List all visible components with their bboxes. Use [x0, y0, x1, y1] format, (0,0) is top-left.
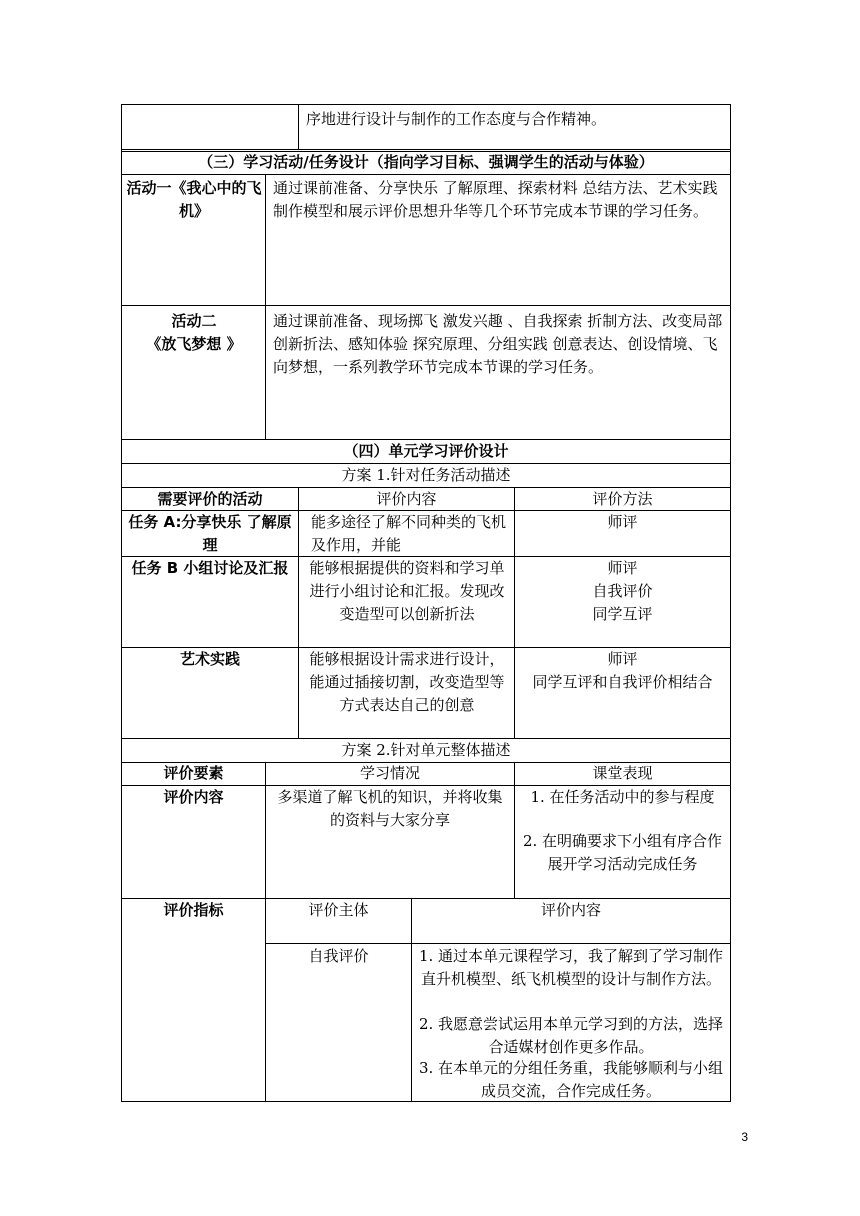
rule	[121, 305, 731, 306]
col-divider	[265, 174, 266, 439]
plan1-header-content: 评价内容	[376, 490, 437, 508]
plan2-subject-self: 自我评价	[308, 947, 369, 965]
plan2-content-label: 评价内容	[163, 788, 224, 806]
plan2-eval-item-2: 2. 我愿意尝试运用本单元学习到的方法，选择合适媒材创作更多作品。	[418, 1015, 724, 1056]
plan1-title: 方案 1.针对任务活动描述	[341, 466, 511, 484]
plan2-header-performance: 课堂表现	[592, 764, 653, 782]
plan2-title: 方案 2.针对单元整体描述	[341, 741, 511, 759]
plan1-header-method: 评价方法	[592, 490, 653, 508]
activity1-description: 通过课前准备、分享快乐 了解原理、探索材料 总结方法、艺术实践 制作模型和展示评价思想升华等几个环节完成本节课的学习任务。	[273, 179, 718, 220]
plan2-performance-item-2: 2. 在明确要求下小组有序合作展开学习活动完成任务	[522, 832, 723, 873]
table-left-border	[121, 104, 122, 1102]
plan1-row-b-method: 师评 自我评价 同学互评	[592, 559, 653, 623]
plan2-content-learning: 多渠道了解飞机的知识，并将收集的资料与大家分享	[277, 788, 503, 829]
plan1-row-a-activity: 任务 A:分享快乐 了解原理	[128, 513, 292, 554]
plan2-indicator-label: 评价指标	[163, 901, 224, 919]
intro-tail-text: 序地进行设计与制作的工作态度与合作精神。	[306, 110, 607, 128]
plan1-row-a-method: 师评	[607, 513, 638, 531]
col-divider	[265, 762, 266, 1101]
plan2-performance-item-1: 1. 在任务活动中的参与程度	[530, 788, 715, 806]
plan2-subject-header: 评价主体	[308, 901, 369, 919]
plan1-row-c-content: 能够根据设计需求进行设计，能通过插接切割，改变造型等方式表达自己的创意	[309, 650, 505, 714]
plan1-row-c-activity: 艺术实践	[179, 650, 240, 668]
section4-heading: （四）单元学习评价设计	[343, 442, 509, 460]
col-divider	[298, 487, 299, 738]
plan2-eval-content-header: 评价内容	[540, 901, 601, 919]
col-divider	[298, 104, 299, 150]
rule	[121, 104, 731, 105]
col-divider	[411, 898, 412, 1101]
section3-heading: （三）学习活动/任务设计（指向学习目标、强调学生的活动与体验）	[198, 153, 654, 171]
plan1-row-c-method: 师评 同学互评和自我评价相结合	[532, 650, 713, 691]
activity2-name: 活动二 《放飞梦想 》	[146, 312, 242, 353]
page-number: 3	[741, 1130, 748, 1144]
rule	[265, 943, 731, 944]
plan2-eval-item-3: 3. 在本单元的分组任务重，我能够顺利与小组成员交流，合作完成任务。	[418, 1059, 724, 1100]
rule	[121, 174, 731, 175]
plan1-row-b-content: 能够根据提供的资料和学习单进行小组讨论和汇报。发现改变造型可以创新折法	[309, 559, 505, 623]
activity1-name: 活动一《我心中的飞机》	[126, 179, 262, 220]
rule	[121, 149, 731, 150]
table-right-border	[730, 104, 731, 1102]
plan2-eval-item-1: 1. 通过本单元课程学习，我了解到了学习制作直升机模型、纸飞机模型的设计与制作方法。	[418, 947, 724, 988]
plan1-header-activity: 需要评价的活动	[157, 490, 263, 508]
activity2-description: 通过课前准备、现场掷飞 激发兴趣 、自我探索 折制方法、改变局部 创新折法、感知体验 探究原理、分组实践 创意表达、创设情境、飞向梦想，一系列教学环节完成本节课的学习任务。	[273, 312, 723, 376]
plan1-row-b-activity: 任务 B 小组讨论及汇报	[131, 559, 289, 577]
plan2-header-element: 评价要素	[163, 764, 224, 782]
plan1-row-a-content: 能多途径了解不同种类的飞机及作用，并能	[311, 513, 507, 554]
plan2-header-learning: 学习情况	[359, 764, 420, 782]
